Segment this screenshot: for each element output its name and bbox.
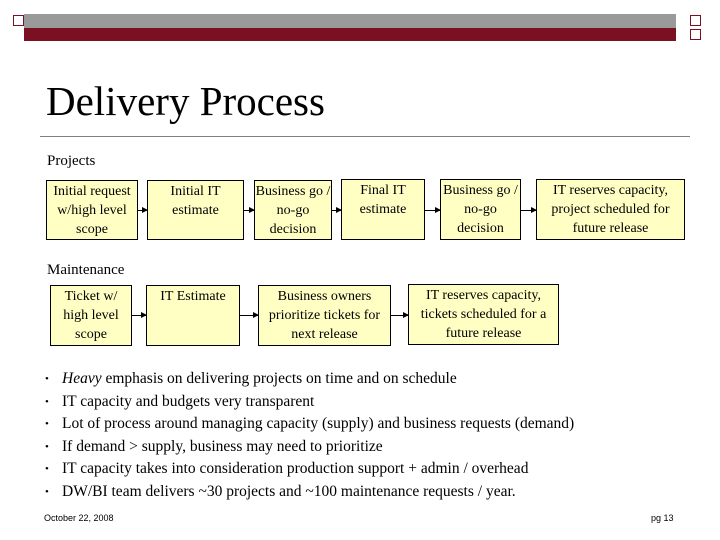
bullet-icon: •: [45, 440, 49, 453]
arrow-icon: [425, 210, 440, 211]
process-step-box: Business go / no-go decision: [440, 179, 521, 240]
process-step-box: Final IT estimate: [341, 179, 425, 240]
bullet-item: [45, 458, 574, 481]
arrow-icon: [138, 210, 147, 211]
bullet-text: If demand > supply, business may need to prioritize: [62, 437, 383, 455]
arrow-icon: [240, 315, 258, 316]
bullet-text: IT capacity takes into consideration production support + admin / overhead: [62, 460, 529, 477]
maintenance-label: Maintenance: [47, 262, 125, 278]
arrow-icon: [132, 315, 146, 316]
bullet-item: [45, 481, 574, 504]
process-step-box: Business go / no-go decision: [254, 180, 332, 240]
header-band-dark: [24, 28, 676, 41]
arrow-icon: [332, 210, 341, 211]
bullet-text: DW/BI team delivers ~30 projects and ~100 maintenance requests / year.: [62, 482, 516, 500]
bullet-item: [45, 368, 574, 391]
bullet-icon: •: [45, 395, 49, 408]
bullet-text: Lot of process around managing capacity (supply) and business requests (demand): [62, 415, 575, 432]
projects-label: Projects: [47, 153, 96, 169]
bullet-text: IT capacity and budgets very transparent: [62, 392, 315, 410]
bullet-icon: •: [45, 485, 49, 498]
slide-title: Delivery Process: [46, 78, 325, 124]
footer-date: October 22, 2008: [44, 513, 114, 523]
arrow-icon: [391, 315, 408, 316]
title-rule: [40, 136, 690, 137]
process-step-box: IT reserves capacity, tickets scheduled for a future release: [408, 284, 559, 345]
process-step-box: Initial IT estimate: [147, 180, 244, 240]
square-icon: [13, 15, 24, 26]
square-icon: [690, 29, 701, 40]
process-step-box: IT Estimate: [146, 285, 240, 346]
square-icon: [690, 15, 701, 26]
bullet-emphasis: Heavy: [62, 370, 102, 387]
arrow-icon: [521, 210, 536, 211]
footer-page-number: pg 13: [651, 513, 674, 523]
bullet-icon: •: [45, 373, 49, 385]
bullet-icon: •: [45, 418, 49, 430]
bullet-text: emphasis on delivering projects on time and on schedule: [101, 370, 457, 387]
header-band-light: [24, 14, 676, 28]
bullet-item: [45, 391, 574, 414]
process-step-box: IT reserves capacity, project scheduled for future release: [536, 179, 685, 240]
arrow-icon: [244, 210, 254, 211]
process-step-box: Ticket w/ high level scope: [50, 285, 132, 346]
bullet-item: [45, 436, 574, 459]
process-step-box: Business owners prioritize tickets for next release: [258, 285, 391, 346]
process-step-box: Initial request w/high level scope: [46, 180, 138, 240]
bullet-list: [45, 368, 574, 503]
bullet-icon: •: [45, 463, 49, 475]
bullet-item: [45, 413, 574, 436]
